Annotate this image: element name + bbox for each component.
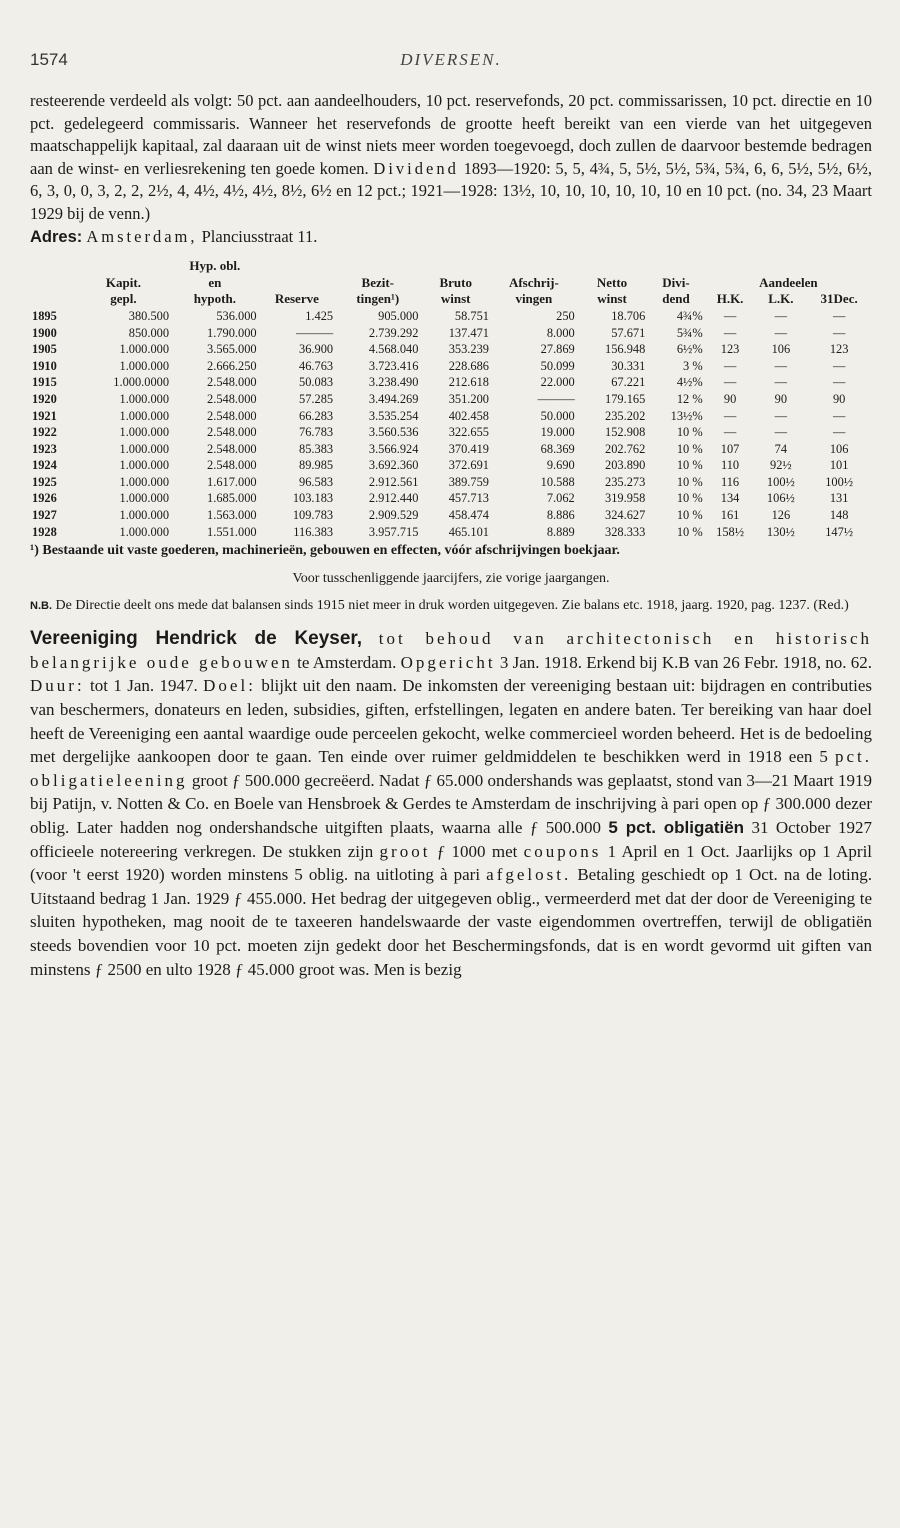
table-cell: 3.535.254 [368,408,419,423]
opgericht-label: Opgericht [400,652,496,672]
table-cell: 101 [829,458,849,473]
table-cell: 1.000.000 [119,524,170,539]
financial-table [30,258,872,540]
table-cell: 202.762 [605,441,646,456]
table-cell: 457.713 [448,491,489,506]
table-cell: 2.548.000 [207,458,257,473]
table-cell: 8.000 [546,325,575,340]
table-cell: 68.369 [540,441,575,456]
table-cell: 116.383 [293,524,334,539]
table-cell: 148 [829,508,849,523]
table-cell: — [774,375,788,390]
table-cell: — [832,408,846,423]
table-cell: 1928 [32,524,57,539]
table-cell: 1.000.000 [119,408,170,423]
table-cell: 3.494.269 [368,391,419,406]
intro-paragraph [30,90,872,226]
table-cell: 850.000 [128,325,170,340]
table-cell: 2.548.000 [207,375,257,390]
table-cell: — [723,408,737,423]
table-cell: — [774,325,788,340]
table-cell: 27.869 [540,342,575,357]
header-winst: winst [440,291,471,307]
table-cell: 50.083 [299,375,334,390]
table-cell: 5¾% [676,325,703,340]
table-cell: 58.751 [454,308,489,323]
address-street: Planciusstraat 11. [201,226,318,246]
table-cell: 110 [721,458,740,473]
table-cell: 100½ [766,474,795,489]
table-cell: 212.618 [448,375,489,390]
dividend-label: Dividend [373,158,459,178]
table-cell: 1927 [32,508,57,523]
table-cell: 3.692.360 [368,458,419,473]
section-text-3: tot 1 Jan. 1947. [90,676,198,696]
table-row [30,325,872,342]
table-cell: 179.165 [605,391,646,406]
table-cell: 4½% [676,375,703,390]
table-row [30,474,872,491]
table-row [30,408,872,425]
groot-label: groot [379,841,431,861]
table-cell: 353.239 [448,342,489,357]
table-cell: 19.000 [540,425,575,440]
table-cell: — [774,408,788,423]
table-cell: 76.783 [299,425,334,440]
table-cell: 50.000 [540,408,575,423]
vereeniging-section [30,627,872,981]
table-cell: 250 [556,308,575,323]
table-cell: 389.759 [448,474,489,489]
table-cell: — [774,358,788,373]
table-cell: 10 % [676,474,703,489]
table-cell: 96.583 [299,474,334,489]
header-netto: Netto [596,274,628,290]
table-cell: 2.548.000 [207,441,257,456]
table-cell: — [832,425,846,440]
doel-label: Doel: [203,676,256,696]
table-cell: 161 [720,508,740,523]
table-cell: 1.000.000 [119,358,170,373]
table-footnote: ¹) Bestaande uit vaste goederen, machinerieën, gebouwen en effecten, vóór afschrijvingen boekjaar. [30,543,620,559]
table-cell: 1.000.000 [119,391,170,406]
table-row [30,441,872,458]
table-cell: 2.739.292 [368,325,419,340]
pct-obligatieleening-label: pct. obligatieleening [30,747,872,790]
table-cell: ——— [295,325,334,340]
table-cell: 1.790.000 [207,325,257,340]
running-head [30,50,872,90]
table-cell: 30.331 [611,358,646,373]
section-text-6: 31 October 1927 officieele notereering verkregen. De stukken zijn [30,818,872,861]
section-text-4: blijkt uit den naam. De inkomsten der vereeniging bestaan uit: bijdragen en contributies van beschermers, donateurs en leden, subsidies, giften, erfstellingen, legaten en andere baten. Ter bereiking van haar doel heeft de Vereeniging een aantal waardige oude perceelen gekocht, welke commercieel worden beheerd. Het is de bedoeling met dergelijke aankoopen door te gaan. Ten einde over ruimer geldmiddelen te beschikken werd in 1918 een 5 [30,676,873,767]
table-row [30,457,872,474]
table-cell: 3.566.924 [368,441,419,456]
table-cell: 3.957.715 [368,524,419,539]
table-cell: 1.000.000 [119,458,170,473]
header-hypoth: hypoth. [193,291,236,307]
coupons-label: coupons [523,841,602,861]
table-cell: 1922 [32,425,57,440]
table-cell: 74 [774,441,788,456]
table-cell: 90 [832,391,846,406]
table-cell: 57.671 [611,325,646,340]
table-cell: — [832,308,846,323]
table-cell: 1.000.000 [119,441,170,456]
table-cell: 1.000.000 [119,425,170,440]
table-cell: 2.909.529 [368,508,419,523]
header-kapit: Kapit. [105,274,141,290]
table-cell: 235.202 [605,408,646,423]
table-cell: 372.691 [448,458,489,473]
table-cell: 9.690 [546,458,575,473]
section-text-9: Betaling geschiedt op 1 Oct. na de loting. Uitstaand bedrag 1 Jan. 1929 ƒ 455.000. Het bedrag der uitgegeven oblig., vermeerderd met dat der door de Vereeniging te sluiten hypotheken, mag nooit de te taxeeren handelswaarde der vaste eigendommen overtreffen, terwijl de obligatiën steeds bovendien voor 10 pct. moeten zijn gedekt door het Beschermingsfonds, dat is en wordt gevormd uit giften van minstens ƒ 2500 en ulto 1928 ƒ 45.000 groot was. Men is bezig [30,865,873,979]
table-cell: 905.000 [378,308,419,323]
table-cell: 100½ [825,474,854,489]
header-tingen: tingen¹) [356,291,400,307]
table-cell: 324.627 [605,508,646,523]
table-cell: 2.912.561 [368,474,419,489]
section-text-8: 1 April en 1 Oct. Jaarlijks op 1 April (voor 't eerst 1920) worden minstens 5 oblig. na uitloting à pari [30,841,873,885]
table-cell: 203.890 [605,458,646,473]
address-city: Amsterdam, [86,226,198,246]
table-cell: 90 [723,391,737,406]
header-divi: Divi- [662,274,690,290]
table-cell: 402.458 [448,408,489,423]
table-row [30,341,872,358]
table-cell: 3.238.490 [368,375,419,390]
table-cell: — [832,325,846,340]
table-cell: 380.500 [128,308,170,323]
table-cell: — [723,308,737,323]
table-cell: 10 % [676,441,703,456]
header-aandeelen: Aandeelen [759,274,818,290]
table-cell: 1.617.000 [207,474,257,489]
table-cell: 4¾% [676,308,703,323]
table-cell: 465.101 [448,524,489,539]
table-cell: 1926 [32,491,57,506]
table-cell: — [832,375,846,390]
table-cell: 10.588 [540,474,575,489]
duur-label: Duur: [30,676,85,696]
table-cell: 1.000.000 [119,491,170,506]
table-row [30,524,872,541]
table-body [30,308,872,540]
table-cell: 67.221 [611,375,646,390]
section-spaced-intro: tot behoud van architectonisch en historisch belangrijke oude gebouwen [30,629,873,672]
nb-label: N.B. [30,600,52,613]
table-cell: 92½ [770,458,792,473]
running-title: DIVERSEN. [400,50,502,69]
table-row [30,308,872,325]
table-cell: 1.563.000 [207,508,257,523]
section-text-7: ƒ 1000 met [436,841,518,861]
table-cell: 2.548.000 [207,408,257,423]
table-cell: 89.985 [299,458,334,473]
table-cell: 322.655 [448,425,489,440]
table-cell: 106½ [766,491,795,506]
table-cell: 1.000.000 [119,508,170,523]
obligatien-bold: 5 pct. obligatiën [608,818,745,837]
table-cell: 2.548.000 [207,425,257,440]
table-cell: 536.000 [216,308,257,323]
table-cell: 2.548.000 [207,391,257,406]
table-cell: 3.723.416 [368,358,419,373]
header-netto-winst: winst [597,291,627,307]
header-reserve: Reserve [274,291,319,307]
table-cell: 147½ [825,524,854,539]
header-bruto: Bruto [439,274,472,290]
table-cell: 106 [829,441,849,456]
table-cell: 66.283 [299,408,334,423]
nb-note [30,597,872,615]
table-cell: 3.560.536 [368,425,419,440]
table-cell: 10 % [676,491,703,506]
table-cell: 8.886 [546,508,575,523]
table-header-top [30,258,872,275]
table-cell: 36.900 [299,342,334,357]
table-cell: 18.706 [611,308,646,323]
table-cell: 10 % [676,458,703,473]
table-cell: 2.666.250 [207,358,257,373]
table-cell: 123 [829,342,849,357]
table-cell: — [723,425,737,440]
table-cell: 228.686 [448,358,489,373]
table-cell: 107 [720,441,740,456]
table-cell: 85.383 [299,441,334,456]
table-cell: 50.099 [540,358,575,373]
table-cell: 1.551.000 [207,524,257,539]
table-cell: 116 [721,474,740,489]
table-cell: 1923 [32,441,57,456]
header-hyp-obl: Hyp. obl. [189,258,241,274]
table-cell: 3 % [683,358,703,373]
table-cell: 152.908 [605,425,646,440]
table-cell: 158½ [716,524,745,539]
table-cell: 46.763 [299,358,334,373]
table-cell: 1905 [32,342,57,357]
header-vingen: vingen [515,291,553,307]
table-cell: 1900 [32,325,57,340]
table-header-bot [30,291,872,308]
table-cell: 319.958 [605,491,646,506]
table-cell: 370.419 [448,441,489,456]
table-cell: — [832,358,846,373]
table-cell: 351.200 [448,391,489,406]
section-text-1: te Amsterdam. [297,652,397,672]
table-cell: 12 % [676,391,703,406]
intro-text: resteerende verdeeld als volgt: 50 pct. aan aandeelhouders, 10 pct. reservefonds, 20 pct. commissarissen, 10 pct. directie en 10 pct. gedelegeerd commissaris. Wanneer het reservefonds de grootte heeft bereikt van een vierde van het uitgegeven maatschappelijk kapitaal, zal daaraan uit de winst niets meer worden toegevoegd, doch zullen de daarvoor bestemde bedragen aan de winst- en verliesrekening ten goede komen. [30,91,872,178]
table-cell: ——— [537,391,575,406]
table-cell: 458.474 [448,508,489,523]
table-cell: 130½ [766,524,795,539]
section-title: Vereeniging Hendrick de Keyser, [30,628,363,650]
table-cell: 123 [720,342,740,357]
table-cell: 134 [720,491,740,506]
table-cell: 103.183 [292,491,334,506]
table-cell: 10 % [676,425,703,440]
table-cell: 109.783 [292,508,334,523]
table-row [30,424,872,441]
table-cell: — [723,375,737,390]
table-row [30,374,872,391]
table-cell: 6½% [676,342,703,357]
header-lk: L.K. [768,291,794,307]
table-cell: 1.685.000 [207,491,257,506]
table-cell: 1910 [32,358,57,373]
table-header-mid [30,275,872,292]
afgelost-label: afgelost. [486,865,572,885]
table-cell: 4.568.040 [368,342,419,357]
nb-text: De Directie deelt ons mede dat balansen sinds 1915 niet meer in druk worden uitgegeven. Zie balans etc. 1918, jaarg. 1920, pag. 1237. (Red.) [55,598,849,614]
header-31dec: 31Dec. [820,291,858,307]
table-cell: — [723,325,737,340]
table-cell: 1921 [32,408,57,423]
table-cell: 131 [829,491,849,506]
table-cell: 3.565.000 [207,342,257,357]
table-cell: 126 [771,508,791,523]
table-cell: 2.912.440 [368,491,419,506]
section-text-2: 3 Jan. 1918. Erkend bij K.B van 26 Febr. 1918, no. 62. [499,652,873,672]
table-cell: 1.000.000 [119,474,170,489]
table-cell: 1895 [32,308,57,323]
table-cell: — [774,425,788,440]
table-cell: 1.000.000 [119,342,170,357]
table-cell: 8.889 [546,524,575,539]
table-cell: 1924 [32,458,57,473]
table-cell: — [723,358,737,373]
address-line [30,226,872,249]
table-cell: 22.000 [540,375,575,390]
table-row [30,391,872,408]
table-cell: 235.273 [605,474,646,489]
table-cell: 156.948 [605,342,646,357]
table-cell: 7.062 [546,491,575,506]
table-cell: 137.471 [448,325,489,340]
table-row [30,358,872,375]
table-cell: 57.285 [299,391,334,406]
table-cell: 328.333 [605,524,646,539]
table-cell: 1.425 [305,308,334,323]
header-gepl: gepl. [110,291,137,307]
intermediate-years-note: Voor tusschenliggende jaarcijfers, zie vorige jaargangen. [292,571,610,587]
page-number: 1574 [30,50,68,69]
header-dend: dend [662,291,690,307]
header-en: en [208,274,222,290]
table-cell: — [774,308,788,323]
dividend-text: 1893—1920: 5, 5, 4¾, 5, 5½, 5½, 5¾, 5¾, 6, 6, 5½, 5½, 6½, 6, 3, 0, 0, 3, 2, 2, 2½, 4, 4½, 4½, 4½, 8½, 6½ en 12 pct.; 1921—1928: 13½, 10, 10, 10, 10, 10, 10 en 10 pct. (no. 34, 23 Maart 1929 bij de venn.) [30,158,873,223]
table-cell: 13½% [670,408,703,423]
table-row [30,507,872,524]
table-cell: 1915 [32,375,57,390]
table-cell: 1.000.0000 [113,375,170,390]
table-cell: 106 [771,342,791,357]
header-hk: H.K. [716,291,744,307]
address-label: Adres: [30,227,83,246]
table-cell: 1925 [32,474,57,489]
section-text-5: groot ƒ 500.000 gecreëerd. Nadat ƒ 65.000 ondershands was geplaatst, stond van 3—21 Maart 1919 bij Patijn, v. Notten & Co. en Boele van Hensbroek & Gerdes te Amsterdam de inschrijving à pari open op ƒ 300.000 dezer oblig. Later hadden nog ondershandsche uitgiften plaats, waarna alle ƒ 500.000 [30,770,873,837]
table-cell: 90 [774,391,788,406]
header-afschrij: Afschrij- [508,274,559,290]
table-cell: 10 % [676,524,703,539]
table-cell: 1920 [32,391,57,406]
header-bezit: Bezit- [361,274,395,290]
table-row [30,490,872,507]
table-cell: 10 % [676,508,703,523]
